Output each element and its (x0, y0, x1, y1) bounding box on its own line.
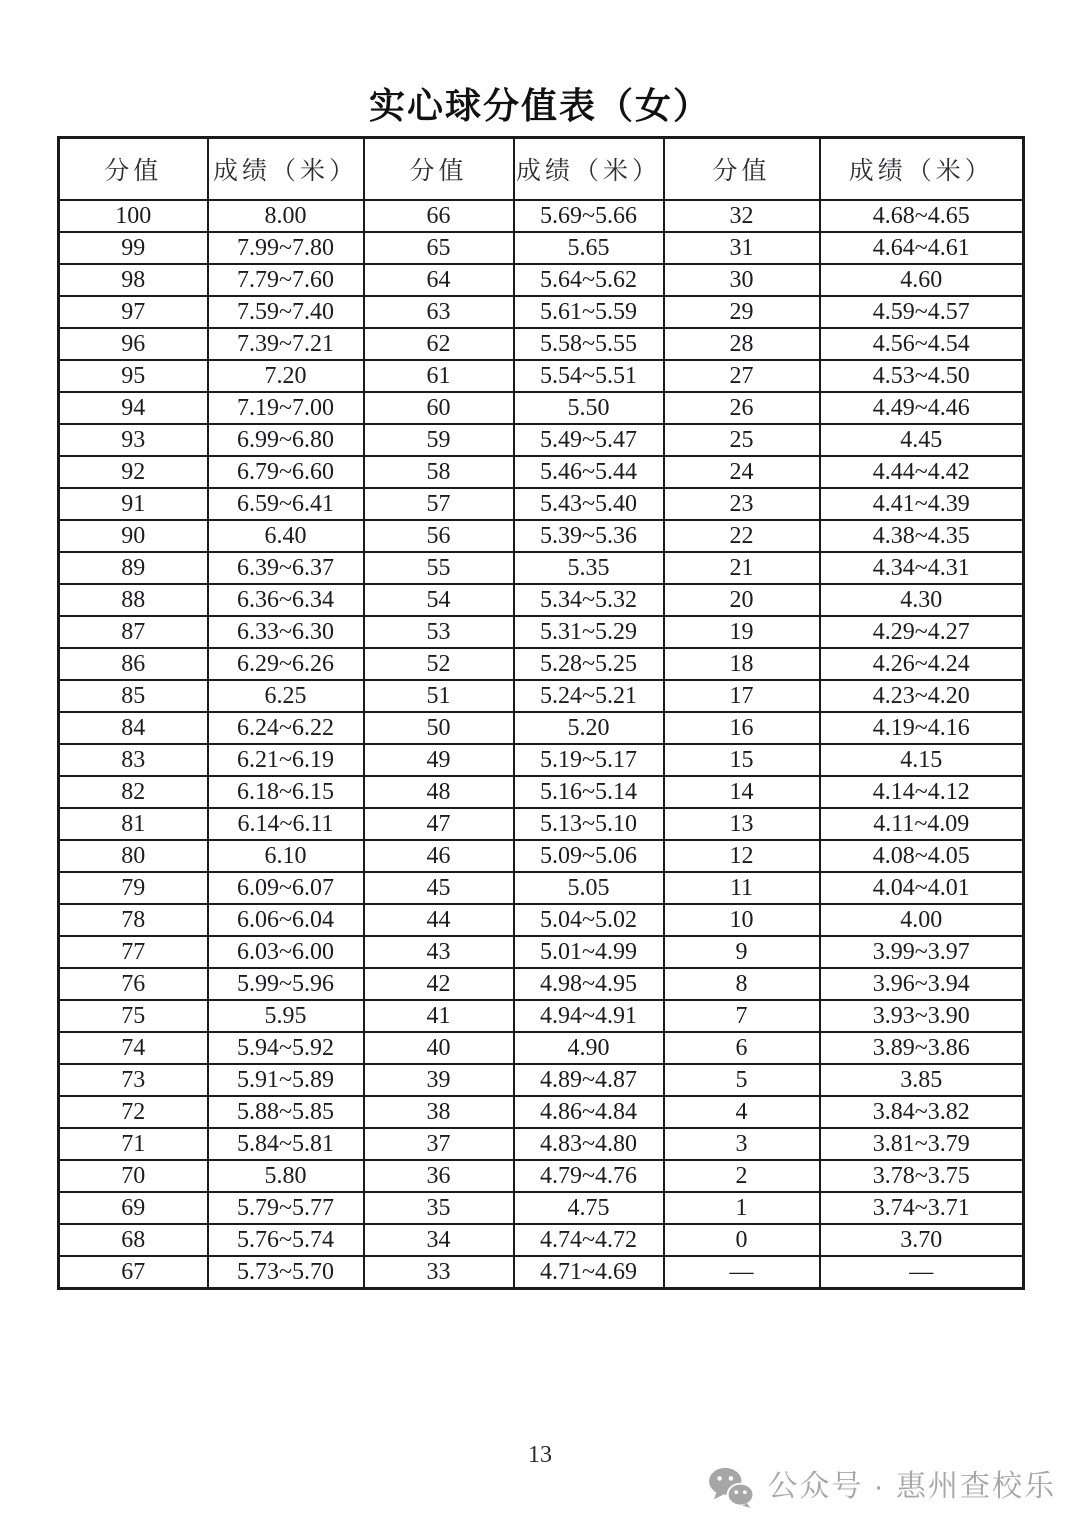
watermark (707, 1466, 1056, 1508)
table-cell: 4.30 (820, 584, 1024, 616)
table-cell: 70 (59, 1160, 208, 1192)
table-cell: 15 (664, 744, 820, 776)
column-header: 分值 (664, 138, 820, 201)
table-cell: 10 (664, 904, 820, 936)
table-cell: 5.49~5.47 (514, 424, 664, 456)
table-cell: 4.26~4.24 (820, 648, 1024, 680)
table-cell: 53 (364, 616, 514, 648)
table-cell: 23 (664, 488, 820, 520)
table-cell: 18 (664, 648, 820, 680)
table-cell: 69 (59, 1192, 208, 1224)
table-cell: 89 (59, 552, 208, 584)
table-cell: 79 (59, 872, 208, 904)
column-header: 成绩（米） (208, 138, 364, 201)
table-cell: 7.20 (208, 360, 364, 392)
table-cell: 39 (364, 1064, 514, 1096)
table-cell: 48 (364, 776, 514, 808)
table-cell: 6.06~6.04 (208, 904, 364, 936)
table-cell: 3.99~3.97 (820, 936, 1024, 968)
table-cell: 21 (664, 552, 820, 584)
table-cell: 4.29~4.27 (820, 616, 1024, 648)
table-cell: 0 (664, 1224, 820, 1256)
table-cell: 5.79~5.77 (208, 1192, 364, 1224)
table-cell: 5.43~5.40 (514, 488, 664, 520)
table-cell: 86 (59, 648, 208, 680)
table-row (59, 520, 1024, 552)
table-cell: 12 (664, 840, 820, 872)
table-cell: 58 (364, 456, 514, 488)
table-cell: 62 (364, 328, 514, 360)
column-header: 分值 (59, 138, 208, 201)
table-cell: 30 (664, 264, 820, 296)
table-cell: 94 (59, 392, 208, 424)
table-cell: 6.18~6.15 (208, 776, 364, 808)
table-cell: 42 (364, 968, 514, 1000)
table-row (59, 744, 1024, 776)
table-row (59, 1160, 1024, 1192)
table-cell: 49 (364, 744, 514, 776)
table-cell: 5.64~5.62 (514, 264, 664, 296)
table-cell: 5.20 (514, 712, 664, 744)
table-row (59, 360, 1024, 392)
table-row (59, 776, 1024, 808)
table-cell: 57 (364, 488, 514, 520)
table-cell: 93 (59, 424, 208, 456)
column-header: 成绩（米） (820, 138, 1024, 201)
table-cell: 61 (364, 360, 514, 392)
table-cell: 3.81~3.79 (820, 1128, 1024, 1160)
table-cell: 3.89~3.86 (820, 1032, 1024, 1064)
table-row (59, 584, 1024, 616)
table-cell: 4.71~4.69 (514, 1256, 664, 1289)
table-row (59, 328, 1024, 360)
table-row (59, 1000, 1024, 1032)
table-cell: 77 (59, 936, 208, 968)
table-cell: 7.79~7.60 (208, 264, 364, 296)
table-cell: 50 (364, 712, 514, 744)
table-cell: 6.25 (208, 680, 364, 712)
table-cell: 4.38~4.35 (820, 520, 1024, 552)
table-cell: 82 (59, 776, 208, 808)
table-cell: 11 (664, 872, 820, 904)
table-cell: 98 (59, 264, 208, 296)
table-cell: 85 (59, 680, 208, 712)
table-cell: 4.34~4.31 (820, 552, 1024, 584)
table-cell: 6.03~6.00 (208, 936, 364, 968)
table-cell: 5.19~5.17 (514, 744, 664, 776)
table-cell: 8.00 (208, 200, 364, 232)
table-cell: 36 (364, 1160, 514, 1192)
table-cell: 3.70 (820, 1224, 1024, 1256)
table-cell: 4.90 (514, 1032, 664, 1064)
table-row (59, 392, 1024, 424)
table-cell: 5.80 (208, 1160, 364, 1192)
table-row (59, 1064, 1024, 1096)
table-cell: 44 (364, 904, 514, 936)
table-row (59, 808, 1024, 840)
table-cell: 5.05 (514, 872, 664, 904)
table-cell: 6.10 (208, 840, 364, 872)
table-cell: 4.64~4.61 (820, 232, 1024, 264)
table-cell: 4.74~4.72 (514, 1224, 664, 1256)
table-cell: 88 (59, 584, 208, 616)
table-cell: 4.89~4.87 (514, 1064, 664, 1096)
table-cell: 5.69~5.66 (514, 200, 664, 232)
table-cell: 29 (664, 296, 820, 328)
table-cell: 6.33~6.30 (208, 616, 364, 648)
table-cell: 16 (664, 712, 820, 744)
table-row (59, 968, 1024, 1000)
table-row (59, 264, 1024, 296)
table-cell: 5.73~5.70 (208, 1256, 364, 1289)
page-number: 13 (528, 1442, 552, 1468)
table-cell: 6.09~6.07 (208, 872, 364, 904)
table-cell: 52 (364, 648, 514, 680)
table-cell: 64 (364, 264, 514, 296)
table-cell: 37 (364, 1128, 514, 1160)
table-row (59, 712, 1024, 744)
table-cell: 3.93~3.90 (820, 1000, 1024, 1032)
table-cell: 2 (664, 1160, 820, 1192)
table-row (59, 488, 1024, 520)
table-cell: 5.04~5.02 (514, 904, 664, 936)
table-cell: 20 (664, 584, 820, 616)
table-cell: 6.40 (208, 520, 364, 552)
table-cell: 9 (664, 936, 820, 968)
table-cell: 4.56~4.54 (820, 328, 1024, 360)
table-cell: 83 (59, 744, 208, 776)
table-cell: 5.09~5.06 (514, 840, 664, 872)
table-cell: 5.91~5.89 (208, 1064, 364, 1096)
table-cell: 3.85 (820, 1064, 1024, 1096)
table-cell: 4 (664, 1096, 820, 1128)
table-cell: 4.19~4.16 (820, 712, 1024, 744)
table-cell: 54 (364, 584, 514, 616)
table-cell: 3.96~3.94 (820, 968, 1024, 1000)
table-cell: 24 (664, 456, 820, 488)
table-cell: 5.54~5.51 (514, 360, 664, 392)
table-cell: 6.39~6.37 (208, 552, 364, 584)
table-cell: 4.83~4.80 (514, 1128, 664, 1160)
table-row (59, 1192, 1024, 1224)
table-cell: 81 (59, 808, 208, 840)
table-cell: 4.53~4.50 (820, 360, 1024, 392)
table-cell: 3 (664, 1128, 820, 1160)
table-cell: 90 (59, 520, 208, 552)
table-cell: 3.78~3.75 (820, 1160, 1024, 1192)
table-cell: 7 (664, 1000, 820, 1032)
table-cell: 60 (364, 392, 514, 424)
table-cell: 84 (59, 712, 208, 744)
table-cell: 5.99~5.96 (208, 968, 364, 1000)
table-cell: 5.84~5.81 (208, 1128, 364, 1160)
table-cell: 59 (364, 424, 514, 456)
table-cell: 4.08~4.05 (820, 840, 1024, 872)
table-cell: 4.60 (820, 264, 1024, 296)
table-cell: 100 (59, 200, 208, 232)
table-cell: 6.36~6.34 (208, 584, 364, 616)
table-cell: 4.41~4.39 (820, 488, 1024, 520)
table-cell: 73 (59, 1064, 208, 1096)
table-cell: 80 (59, 840, 208, 872)
table-cell: 4.45 (820, 424, 1024, 456)
table-cell: 7.99~7.80 (208, 232, 364, 264)
table-row (59, 296, 1024, 328)
table-cell: 1 (664, 1192, 820, 1224)
table-cell: 22 (664, 520, 820, 552)
table-cell: 4.79~4.76 (514, 1160, 664, 1192)
table-cell: 6.59~6.41 (208, 488, 364, 520)
table-row (59, 552, 1024, 584)
table-row (59, 872, 1024, 904)
table-cell: 4.94~4.91 (514, 1000, 664, 1032)
table-cell: 41 (364, 1000, 514, 1032)
table-cell: — (664, 1256, 820, 1289)
table-cell: 4.68~4.65 (820, 200, 1024, 232)
table-cell: 5.01~4.99 (514, 936, 664, 968)
score-table (57, 136, 1025, 1290)
table-cell: 43 (364, 936, 514, 968)
table-cell: 4.59~4.57 (820, 296, 1024, 328)
table-cell: 31 (664, 232, 820, 264)
table-cell: 4.23~4.20 (820, 680, 1024, 712)
table-cell: 66 (364, 200, 514, 232)
table-cell: 4.14~4.12 (820, 776, 1024, 808)
table-row (59, 1224, 1024, 1256)
table-cell: — (820, 1256, 1024, 1289)
table-cell: 5.58~5.55 (514, 328, 664, 360)
table-cell: 99 (59, 232, 208, 264)
table-cell: 5.65 (514, 232, 664, 264)
table-cell: 35 (364, 1192, 514, 1224)
page-title: 实心球分值表（女） (368, 85, 711, 126)
table-cell: 47 (364, 808, 514, 840)
table-cell: 6.24~6.22 (208, 712, 364, 744)
table-cell: 4.98~4.95 (514, 968, 664, 1000)
table-row (59, 616, 1024, 648)
table-cell: 34 (364, 1224, 514, 1256)
table-cell: 28 (664, 328, 820, 360)
table-cell: 32 (664, 200, 820, 232)
table-row (59, 936, 1024, 968)
table-cell: 7.59~7.40 (208, 296, 364, 328)
table-cell: 75 (59, 1000, 208, 1032)
table-cell: 95 (59, 360, 208, 392)
table-cell: 6.14~6.11 (208, 808, 364, 840)
table-cell: 5.24~5.21 (514, 680, 664, 712)
table-row (59, 680, 1024, 712)
table-cell: 76 (59, 968, 208, 1000)
table-cell: 6 (664, 1032, 820, 1064)
table-cell: 3.74~3.71 (820, 1192, 1024, 1224)
table-cell: 92 (59, 456, 208, 488)
table-cell: 78 (59, 904, 208, 936)
table-cell: 38 (364, 1096, 514, 1128)
table-cell: 6.29~6.26 (208, 648, 364, 680)
column-header: 成绩（米） (514, 138, 664, 201)
table-cell: 5.88~5.85 (208, 1096, 364, 1128)
table-cell: 67 (59, 1256, 208, 1289)
table-cell: 8 (664, 968, 820, 1000)
table-row (59, 1096, 1024, 1128)
table-cell: 4.75 (514, 1192, 664, 1224)
table-cell: 4.11~4.09 (820, 808, 1024, 840)
table-cell: 72 (59, 1096, 208, 1128)
watermark-text: 公众号 · 惠州查校乐 (767, 1470, 1056, 1503)
table-row (59, 1032, 1024, 1064)
table-cell: 5.28~5.25 (514, 648, 664, 680)
table-row (59, 200, 1024, 232)
table-row (59, 232, 1024, 264)
table-row (59, 424, 1024, 456)
table-cell: 4.15 (820, 744, 1024, 776)
table-cell: 5.94~5.92 (208, 1032, 364, 1064)
table-cell: 63 (364, 296, 514, 328)
table-cell: 5.50 (514, 392, 664, 424)
table-cell: 5.13~5.10 (514, 808, 664, 840)
table-cell: 55 (364, 552, 514, 584)
table-cell: 25 (664, 424, 820, 456)
table-cell: 27 (664, 360, 820, 392)
table-cell: 5.61~5.59 (514, 296, 664, 328)
table-row (59, 1256, 1024, 1289)
wechat-icon (707, 1466, 755, 1508)
table-row (59, 456, 1024, 488)
table-cell: 33 (364, 1256, 514, 1289)
table-cell: 4.86~4.84 (514, 1096, 664, 1128)
table-cell: 97 (59, 296, 208, 328)
table-cell: 5.31~5.29 (514, 616, 664, 648)
table-body (59, 200, 1024, 1289)
table-cell: 4.00 (820, 904, 1024, 936)
table-row (59, 840, 1024, 872)
table-row (59, 1128, 1024, 1160)
table-cell: 6.79~6.60 (208, 456, 364, 488)
table-cell: 4.44~4.42 (820, 456, 1024, 488)
table-cell: 5.34~5.32 (514, 584, 664, 616)
table-cell: 46 (364, 840, 514, 872)
table-cell: 65 (364, 232, 514, 264)
table-cell: 6.21~6.19 (208, 744, 364, 776)
column-header: 分值 (364, 138, 514, 201)
table-row (59, 904, 1024, 936)
table-cell: 45 (364, 872, 514, 904)
table-cell: 5.16~5.14 (514, 776, 664, 808)
table-cell: 13 (664, 808, 820, 840)
table-cell: 5.39~5.36 (514, 520, 664, 552)
table-cell: 91 (59, 488, 208, 520)
table-cell: 17 (664, 680, 820, 712)
table-cell: 3.84~3.82 (820, 1096, 1024, 1128)
table-cell: 87 (59, 616, 208, 648)
table-header-row (59, 138, 1024, 201)
table-cell: 5 (664, 1064, 820, 1096)
table-cell: 56 (364, 520, 514, 552)
table-cell: 68 (59, 1224, 208, 1256)
table-cell: 96 (59, 328, 208, 360)
table-cell: 7.39~7.21 (208, 328, 364, 360)
table-cell: 19 (664, 616, 820, 648)
table-cell: 5.46~5.44 (514, 456, 664, 488)
table-cell: 26 (664, 392, 820, 424)
table-cell: 6.99~6.80 (208, 424, 364, 456)
table-cell: 4.04~4.01 (820, 872, 1024, 904)
table-cell: 7.19~7.00 (208, 392, 364, 424)
table-cell: 40 (364, 1032, 514, 1064)
table-cell: 51 (364, 680, 514, 712)
table-cell: 71 (59, 1128, 208, 1160)
table-cell: 14 (664, 776, 820, 808)
table-cell: 74 (59, 1032, 208, 1064)
table-cell: 5.76~5.74 (208, 1224, 364, 1256)
table-cell: 4.49~4.46 (820, 392, 1024, 424)
table-cell: 5.95 (208, 1000, 364, 1032)
table-cell: 5.35 (514, 552, 664, 584)
table-row (59, 648, 1024, 680)
